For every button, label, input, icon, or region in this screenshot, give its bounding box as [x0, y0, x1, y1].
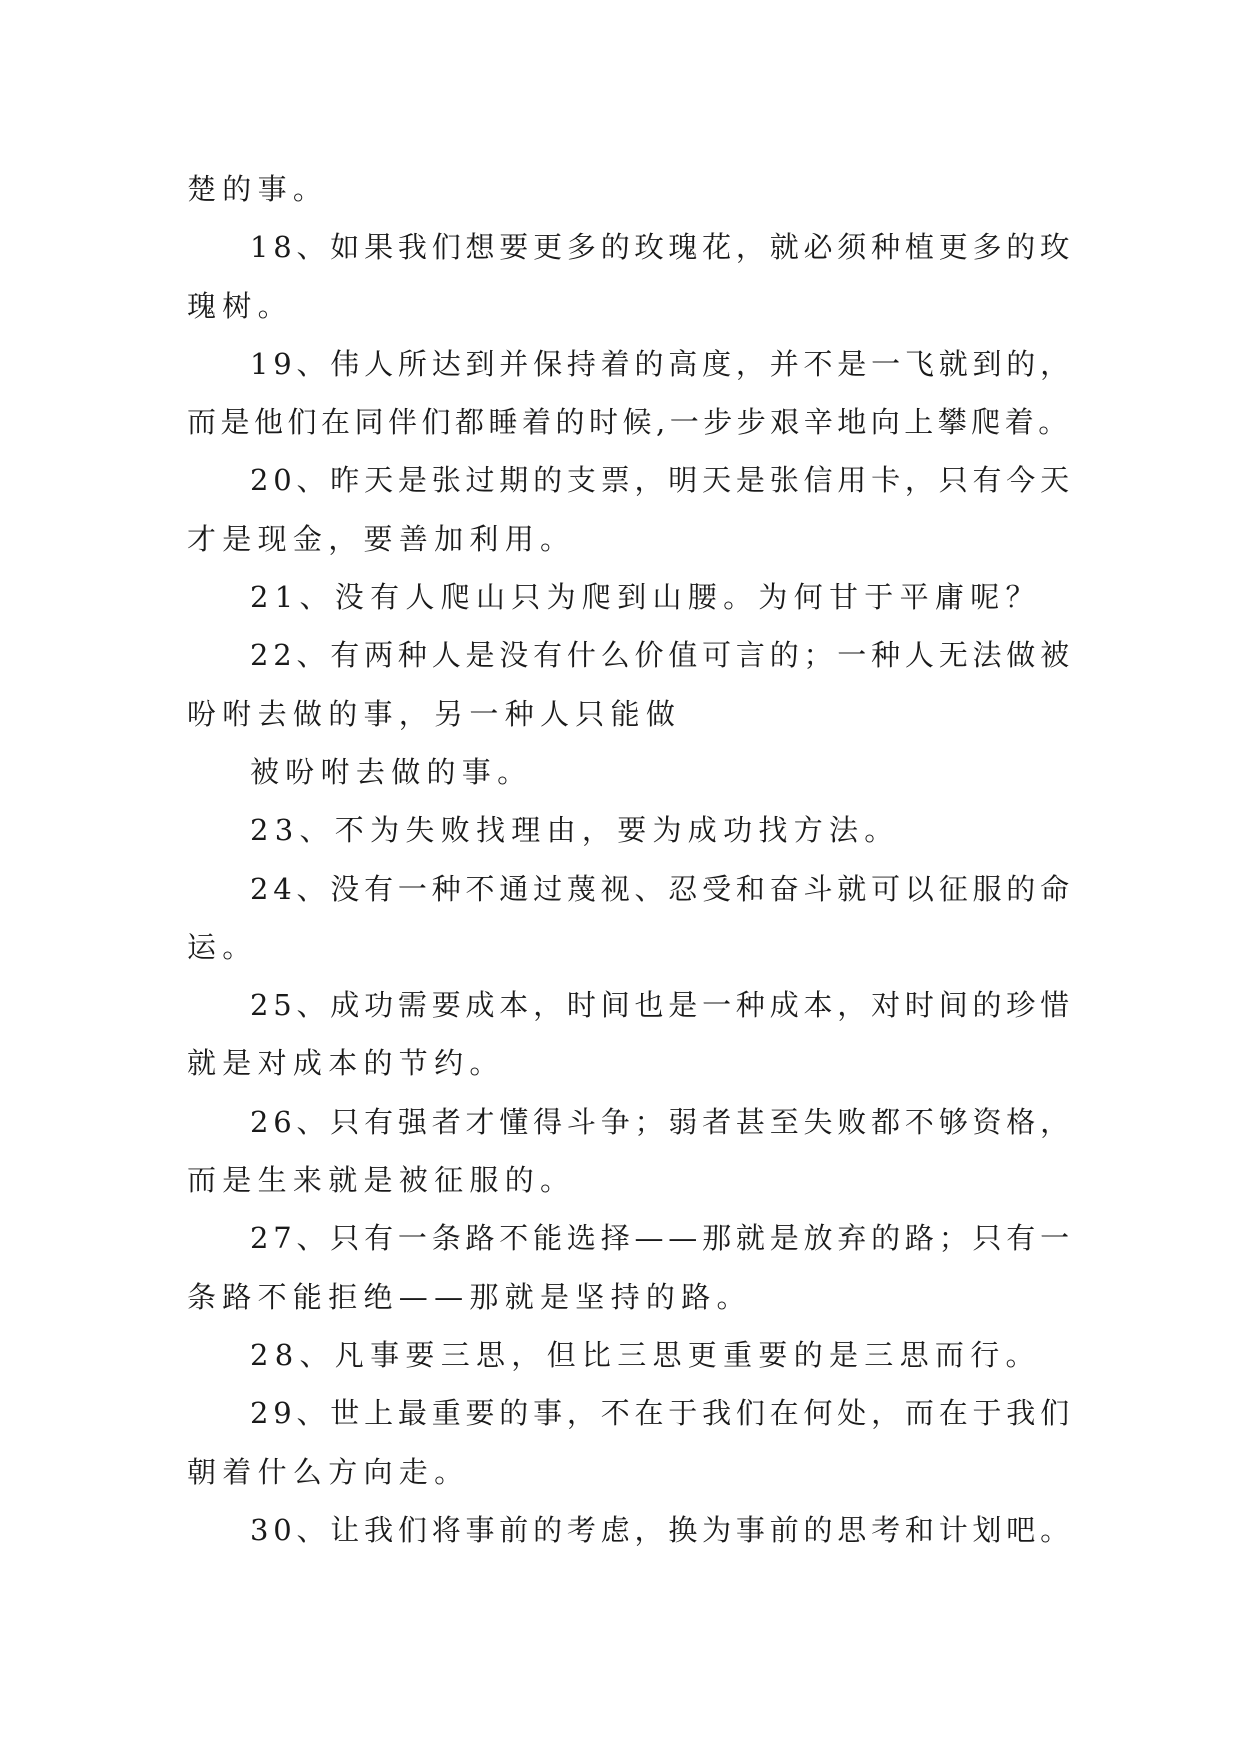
- text-line: 22、有两种人是没有什么价值可言的；一种人无法做被: [250, 638, 1074, 673]
- text-line: 才是现金，要善加利用。: [187, 521, 576, 556]
- text-line: 而是生来就是被征服的。: [187, 1163, 576, 1198]
- text-line: 瑰树。: [187, 288, 293, 323]
- text-line: 23、不为失败找理由，要为成功找方法。: [250, 813, 900, 848]
- text-line: 被吩咐去做的事。: [250, 754, 533, 789]
- text-line: 20、昨天是张过期的支票，明天是张信用卡，只有今天: [250, 463, 1074, 498]
- text-line: 19、伟人所达到并保持着的高度，并不是一飞就到的，: [250, 346, 1074, 381]
- text-line: 运。: [187, 929, 258, 964]
- text-line: 27、只有一条路不能选择——那就是放弃的路；只有一: [250, 1221, 1074, 1256]
- text-line: 条路不能拒绝——那就是坚持的路。: [187, 1279, 752, 1314]
- text-line: 24、没有一种不通过蔑视、忍受和奋斗就可以征服的命: [250, 871, 1074, 906]
- text-line: 21、没有人爬山只为爬到山腰。为何甘于平庸呢？: [250, 580, 1041, 615]
- text-line: 30、让我们将事前的考虑，换为事前的思考和计划吧。: [250, 1512, 1074, 1547]
- text-line: 吩咐去做的事，另一种人只能做: [187, 696, 682, 731]
- text-line: 而是他们在同伴们都睡着的时候,一步步艰辛地向上攀爬着。: [187, 405, 1072, 440]
- text-line: 就是对成本的节约。: [187, 1046, 505, 1081]
- text-line: 25、成功需要成本，时间也是一种成本，对时间的珍惜: [250, 988, 1074, 1023]
- text-line: 18、如果我们想要更多的玫瑰花，就必须种植更多的玫: [250, 230, 1074, 265]
- text-line: 朝着什么方向走。: [187, 1454, 470, 1489]
- document-body: [187, 160, 1077, 1559]
- text-line: 26、只有强者才懂得斗争；弱者甚至失败都不够资格，: [250, 1104, 1074, 1139]
- text-line: 楚的事。: [187, 172, 329, 206]
- text-line: 29、世上最重要的事，不在于我们在何处，而在于我们: [250, 1396, 1074, 1431]
- text-line: 28、凡事要三思，但比三思更重要的是三思而行。: [250, 1337, 1041, 1372]
